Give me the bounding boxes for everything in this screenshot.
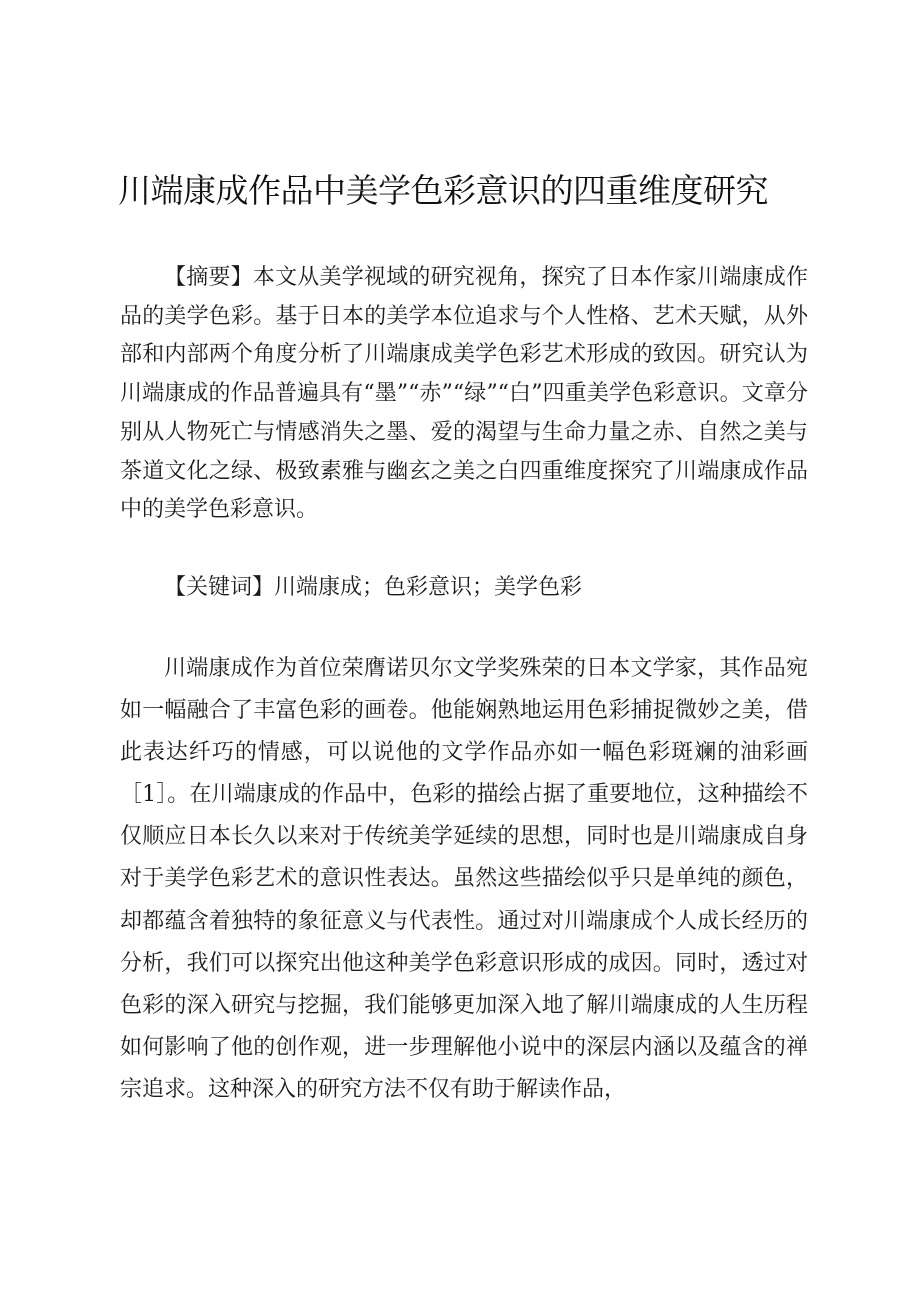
keywords-label: 【关键词】 xyxy=(164,575,275,600)
abstract-label: 【摘要】 xyxy=(164,265,253,290)
keywords-text: 川端康成；色彩意识；美学色彩 xyxy=(274,575,583,600)
keywords-paragraph xyxy=(120,569,808,608)
abstract-text: 本文从美学视域的研究视角，探究了日本作家川端康成作品的美学色彩。基于日本的美学本位追求与个人性格、艺术天赋，从外部和内部两个角度分析了川端康成美学色彩艺术形成的致因。研究认为川端康成的作品普遍具有“墨”“赤”“绿”“白”四重美学色彩意识。文章分别从人物死亡与情感消失之墨、爱的渴望与生命力量之赤、自然之美与茶道文化之绿、极致素雅与幽玄之美之白四重维度探究了川端康成作品中的美学色彩意识。 xyxy=(120,265,808,523)
document-title: 川端康成作品中美学色彩意识的四重维度研究 xyxy=(118,171,768,210)
abstract-paragraph xyxy=(120,259,808,530)
body-paragraph: 川端康成作为首位荣膺诺贝尔文学奖殊荣的日本文学家，其作品宛如一幅融合了丰富色彩的画卷。他能娴熟地运用色彩捕捉微妙之美，借此表达纤巧的情感，可以说他的文学作品亦如一幅色彩斑斓的油彩画［1］。在川端康成的作品中，色彩的描绘占据了重要地位，这种描绘不仅顺应日本长久以来对于传统美学延续的思想，同时也是川端康成自身对于美学色彩艺术的意识性表达。虽然这些描绘似乎只是单纯的颜色，却都蕴含着独特的象征意义与代表性。通过对川端康成个人成长经历的分析，我们可以探究出他这种美学色彩意识形成的成因。同时，透过对色彩的深入研究与挖掘，我们能够更加深入地了解川端康成的人生历程如何影响了他的创作观，进一步理解他小说中的深层内涵以及蕴含的禅宗追求。这种深入的研究方法不仅有助于解读作品， xyxy=(120,656,808,1102)
